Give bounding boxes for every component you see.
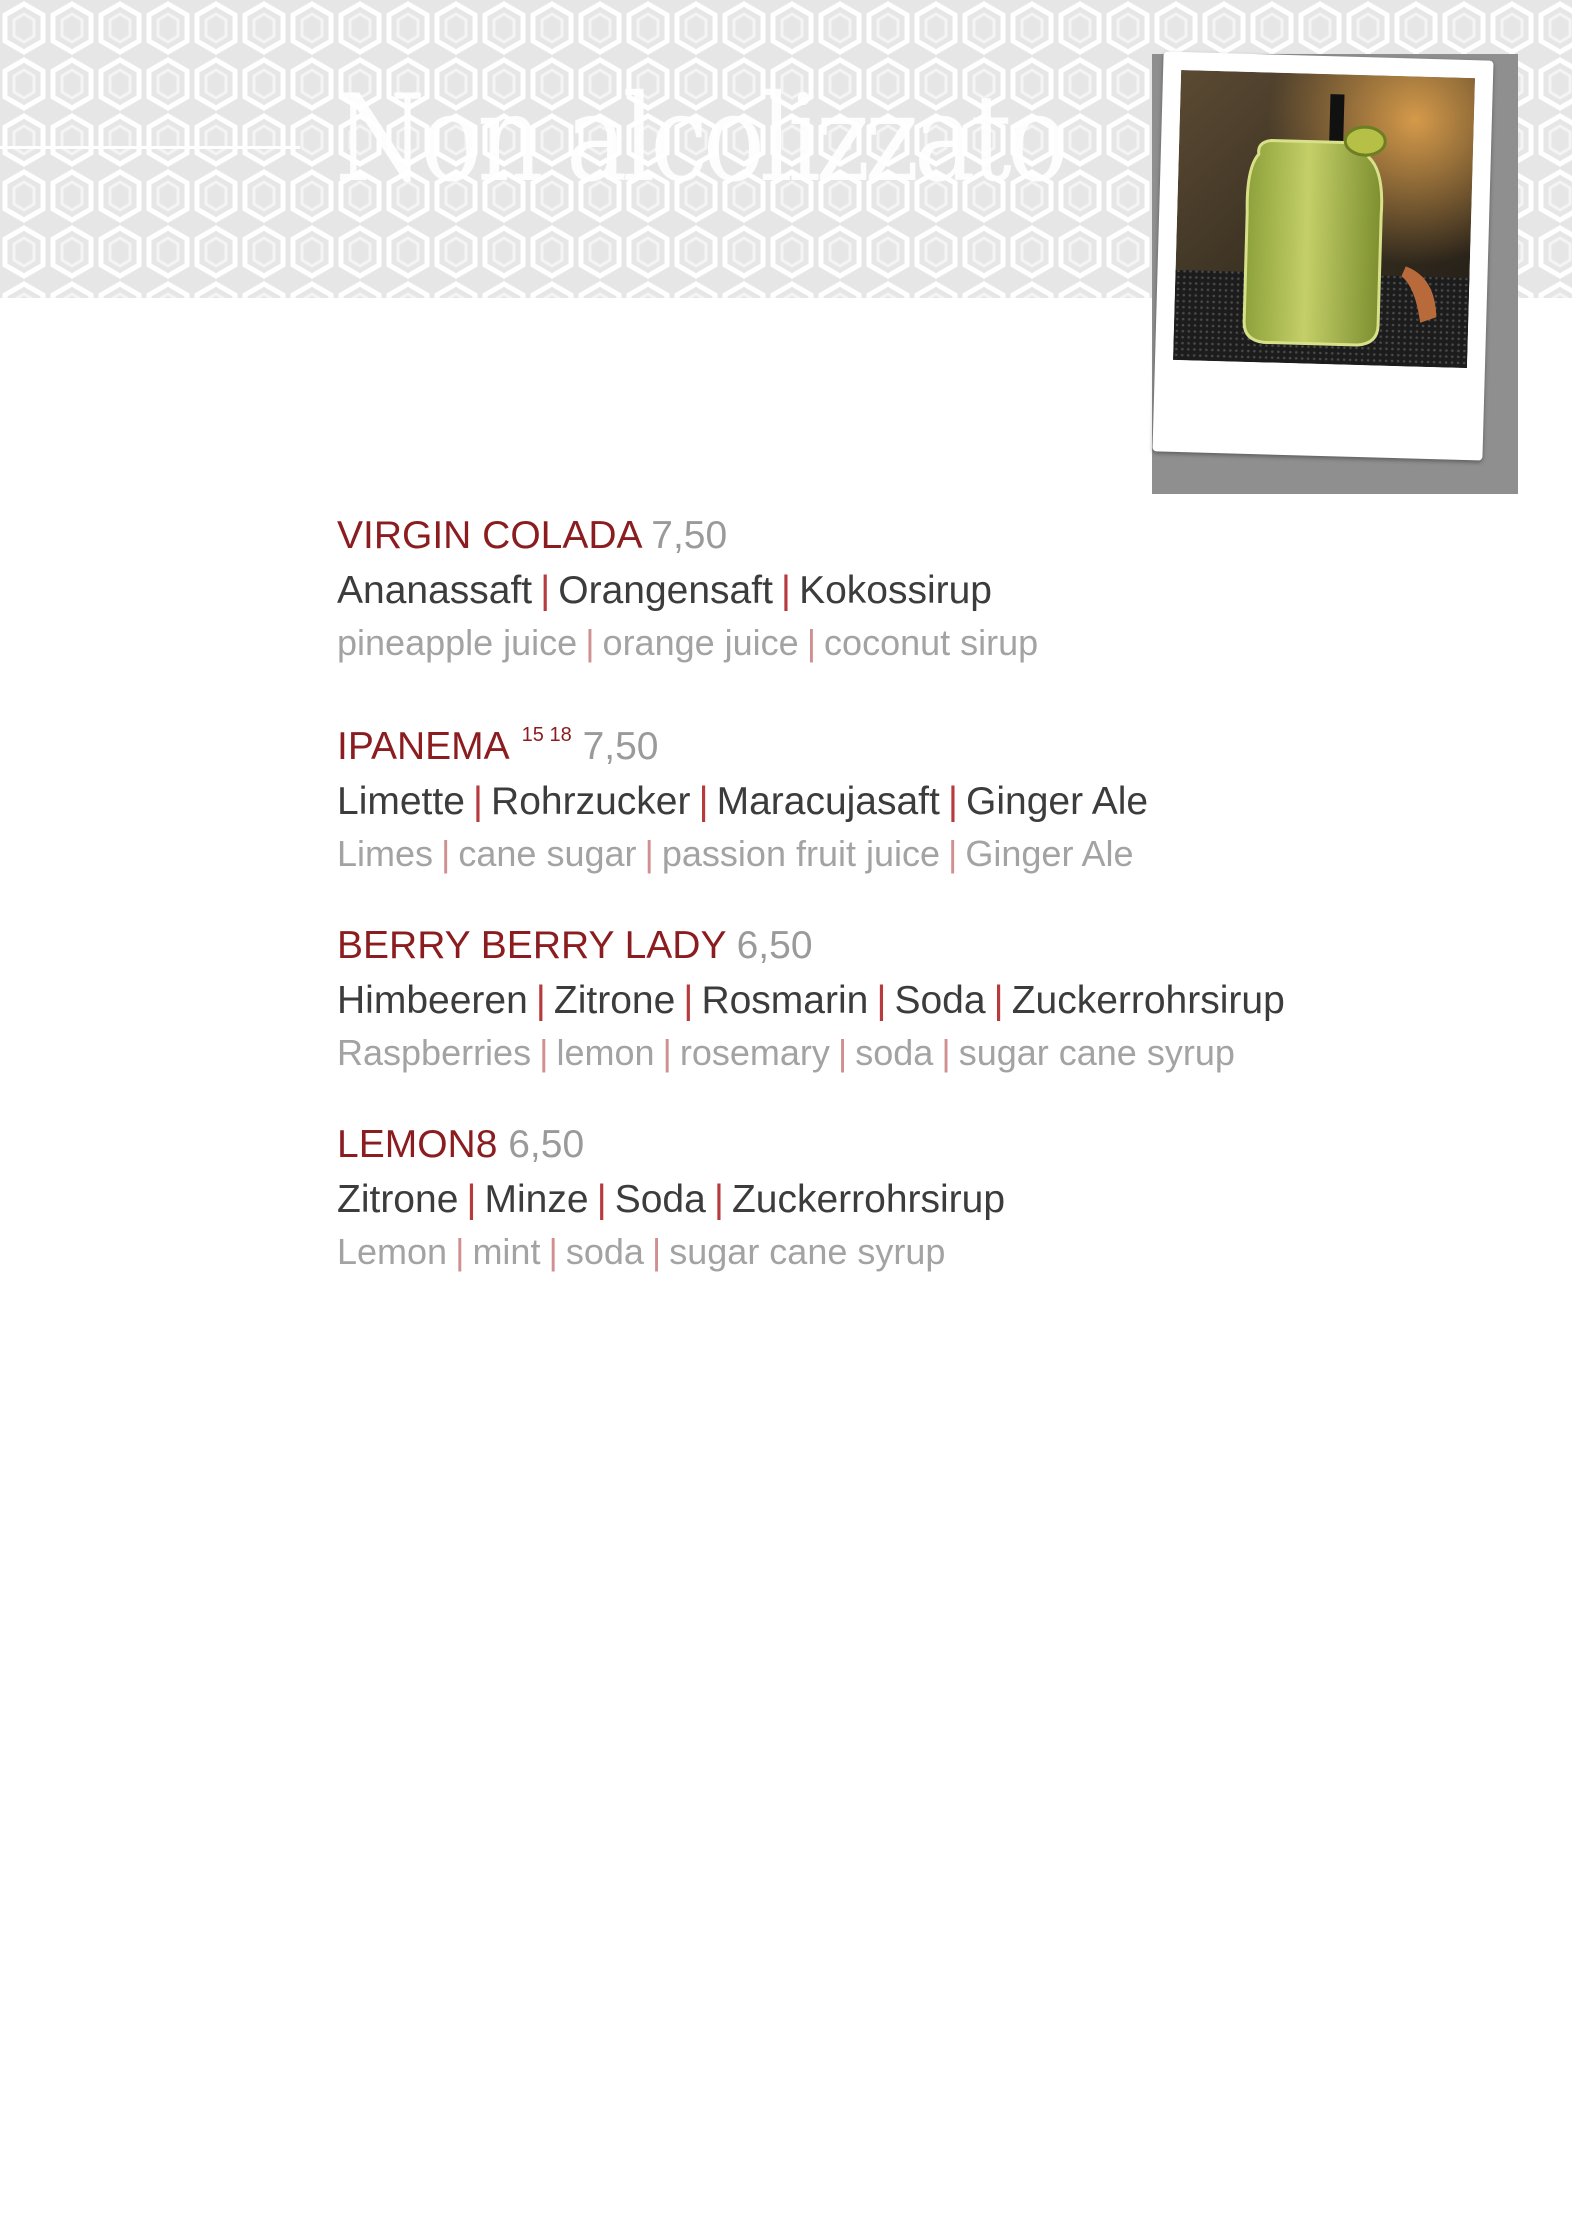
ingredient: Ginger Ale <box>965 833 1134 874</box>
ingredient: soda <box>855 1032 934 1073</box>
ingredient: Zitrone <box>337 1178 459 1221</box>
menu-item-lemon8 <box>337 1117 1357 1278</box>
item-price: 7,50 <box>582 725 659 768</box>
separator: | <box>698 780 709 823</box>
header-rule <box>0 146 300 149</box>
ingredient: Lemon <box>337 1231 448 1272</box>
item-price: 6,50 <box>508 1123 585 1166</box>
ingredient: Soda <box>894 979 986 1022</box>
item-price: 6,50 <box>736 924 813 967</box>
separator: | <box>596 1178 607 1221</box>
item-name: BERRY BERRY LADY <box>337 924 726 967</box>
separator: | <box>713 1178 724 1221</box>
ingredient: Rosmarin <box>701 979 869 1022</box>
ingredient: orange juice <box>602 622 799 663</box>
separator: | <box>947 780 958 823</box>
ingredient: coconut sirup <box>824 622 1039 663</box>
ingredient: mint <box>472 1231 541 1272</box>
ingredient: sugar cane syrup <box>669 1231 946 1272</box>
ingredient: Kokossirup <box>799 569 992 612</box>
separator: | <box>472 780 484 823</box>
separator: | <box>539 1032 549 1073</box>
ingredient: rosemary <box>679 1032 830 1073</box>
separator: | <box>948 833 958 874</box>
item-name: LEMON8 <box>337 1123 498 1166</box>
item-price: 7,50 <box>651 514 728 557</box>
separator: | <box>876 979 887 1022</box>
drink-image <box>1173 70 1475 368</box>
ingredient: Himbeeren <box>337 979 528 1022</box>
ingredient: passion fruit juice <box>661 833 941 874</box>
separator: | <box>683 979 694 1022</box>
separator: | <box>535 979 546 1022</box>
ingredient: Zitrone <box>553 979 676 1022</box>
ingredients-english <box>337 1027 1357 1079</box>
separator: | <box>806 622 817 663</box>
ingredient: Limette <box>337 780 465 823</box>
separator: | <box>441 833 451 874</box>
separator: | <box>455 1231 465 1272</box>
item-name: IPANEMA <box>337 725 510 768</box>
item-notes: 15 18 <box>521 724 572 746</box>
ingredients-english <box>337 1226 1357 1278</box>
ingredient: Ananassaft <box>337 569 533 612</box>
separator: | <box>540 569 551 612</box>
separator: | <box>651 1231 662 1272</box>
separator: | <box>837 1032 848 1073</box>
ingredient: Zuckerrohrsirup <box>731 1178 1006 1221</box>
separator: | <box>662 1032 672 1073</box>
separator: | <box>993 979 1004 1022</box>
ingredient: cane sugar <box>458 833 637 874</box>
separator: | <box>941 1032 951 1073</box>
ingredient: Rohrzucker <box>491 780 691 823</box>
separator: | <box>585 622 595 663</box>
ingredients-german <box>337 1173 1357 1226</box>
separator: | <box>644 833 654 874</box>
ingredients-german <box>337 775 1357 828</box>
menu-item-ipanema <box>337 707 1357 880</box>
ingredient: soda <box>565 1231 644 1272</box>
ingredient: lemon <box>556 1032 655 1073</box>
ingredient: Raspberries <box>337 1032 532 1073</box>
ingredients-german <box>337 564 1357 617</box>
ingredient: Maracujasaft <box>716 780 940 823</box>
ingredient: sugar cane syrup <box>958 1032 1235 1073</box>
page-title: Non alcolizzato <box>335 70 1064 209</box>
separator: | <box>466 1178 477 1221</box>
drink-menu <box>337 508 1357 1316</box>
ingredient: Soda <box>614 1178 706 1221</box>
ingredient: Limes <box>337 833 434 874</box>
ingredients-english <box>337 828 1357 880</box>
drink-photo <box>1152 51 1493 460</box>
item-name: VIRGIN COLADA <box>337 514 641 557</box>
ingredient: Orangensaft <box>558 569 773 612</box>
ingredient: Ginger Ale <box>966 780 1149 823</box>
ingredients-english <box>337 617 1357 669</box>
menu-item-berry-berry-lady <box>337 918 1357 1079</box>
menu-item-virgin-colada <box>337 508 1357 669</box>
separator: | <box>548 1231 558 1272</box>
separator: | <box>780 569 792 612</box>
ingredient: pineapple juice <box>337 622 578 663</box>
ingredient: Minze <box>484 1178 589 1221</box>
ingredients-german <box>337 974 1357 1027</box>
ingredient: Zuckerrohrsirup <box>1011 979 1285 1022</box>
